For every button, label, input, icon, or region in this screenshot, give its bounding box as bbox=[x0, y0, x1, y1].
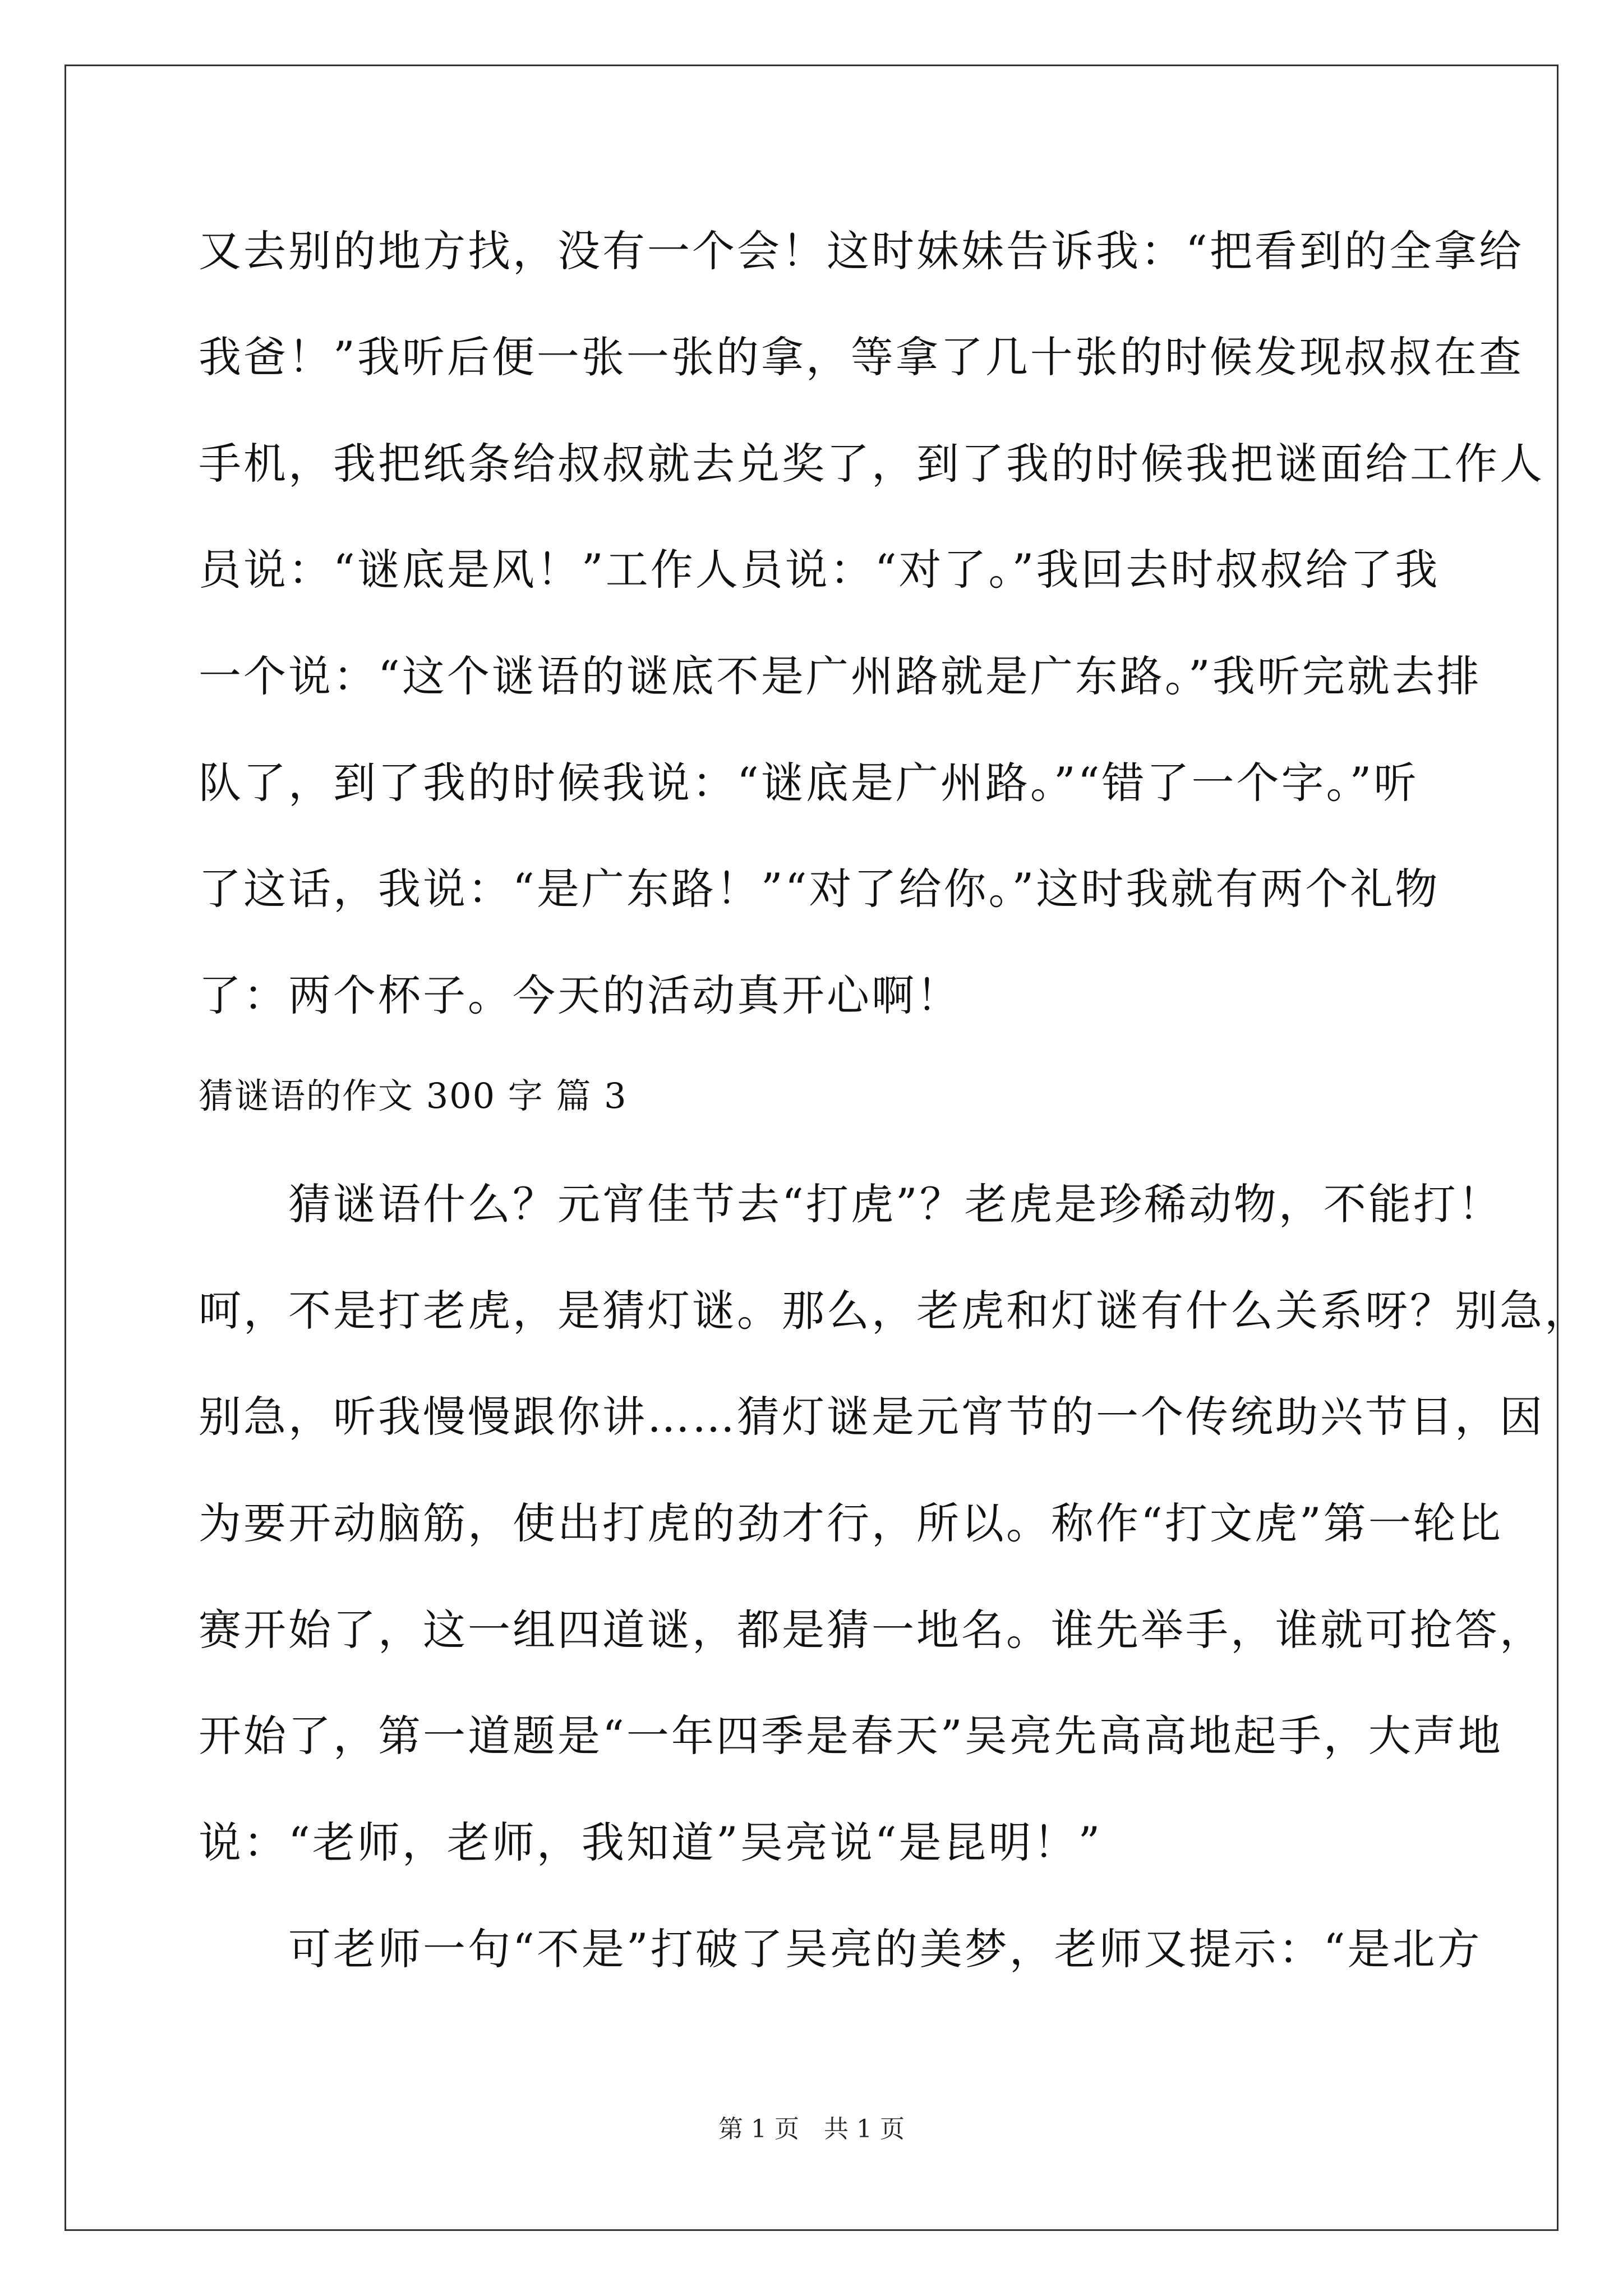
text-line: 说：“老师，老师，我知道”吴亮说“是昆明！” bbox=[199, 1818, 1103, 1867]
text-line: 赛开始了，这一组四道谜，都是猜一地名。谁先举手，谁就可抢答， bbox=[199, 1605, 1544, 1655]
text-line: 了这话，我说：“是广东路！”“对了给你。”这时我就有两个礼物 bbox=[199, 864, 1440, 914]
text-line: 又去别的地方找，没有一个会！这时妹妹告诉我：“把看到的全拿给 bbox=[199, 226, 1524, 276]
text-line: 队了，到了我的时候我说：“谜底是广州路。”“错了一个字。”听 bbox=[199, 758, 1419, 808]
text-line: 开始了，第一道题是“一年四季是春天”吴亮先高高地起手，大声地 bbox=[199, 1711, 1503, 1761]
text-line: 猜谜语什么？元宵佳节去“打虎”？老虎是珍稀动物，不能打！ bbox=[199, 1179, 1503, 1229]
text-line: 我爸！”我听后便一张一张的拿，等拿了几十张的时候发现叔叔在查 bbox=[199, 332, 1524, 382]
section-heading: 猜谜语的作文 300 字 篇 3 bbox=[199, 1075, 628, 1116]
text-line: 手机，我把纸条给叔叔就去兑奖了，到了我的时候我把谜面给工作人 bbox=[199, 439, 1544, 489]
text-line: 别急，听我慢慢跟你讲……猜灯谜是元宵节的一个传统助兴节目，因 bbox=[199, 1392, 1544, 1442]
page-border bbox=[64, 65, 1559, 2231]
page-footer: 第 1 页 共 1 页 bbox=[718, 2115, 905, 2143]
text-line: 了：两个杯子。今天的活动真开心啊！ bbox=[199, 970, 961, 1020]
text-line: 呵，不是打老虎，是猜灯谜。那么，老虎和灯谜有什么关系呀？别急， bbox=[199, 1286, 1589, 1336]
text-line: 为要开动脑筋，使出打虎的劲才行，所以。称作“打文虎”第一轮比 bbox=[199, 1498, 1503, 1548]
text-line: 员说：“谜底是风！”工作人员说：“对了。”我回去时叔叔给了我 bbox=[199, 545, 1440, 595]
text-line: 一个说：“这个谜语的谜底不是广州路就是广东路。”我听完就去排 bbox=[199, 651, 1482, 701]
text-line: 可老师一句“不是”打破了吴亮的美梦，老师又提示：“是北方 bbox=[199, 1924, 1482, 1974]
